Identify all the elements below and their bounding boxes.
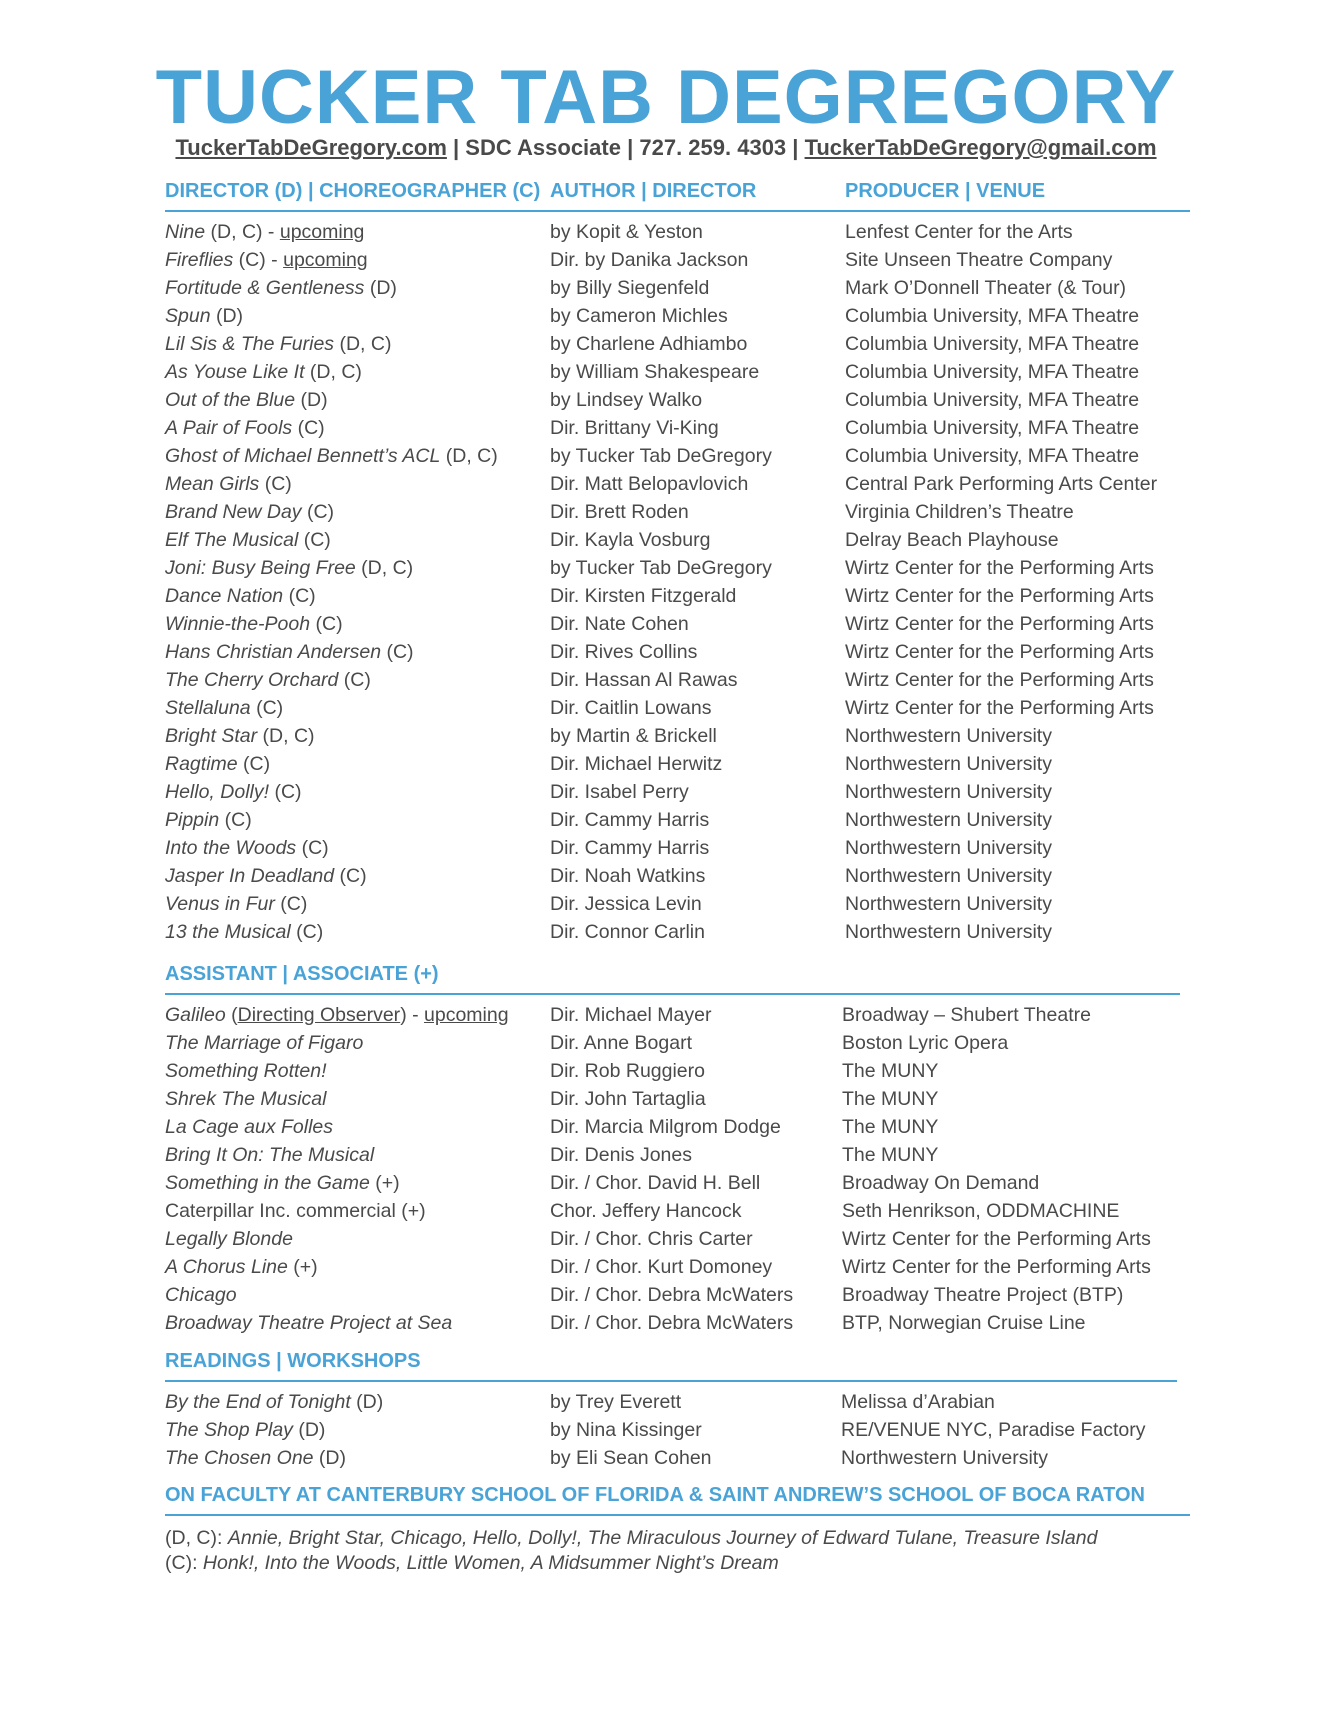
assistant-rows: [165, 1225, 1180, 1337]
credit-row: [165, 498, 1190, 526]
credit-director: by Eli Sean Cohen: [550, 1447, 712, 1469]
show-title: The Shop Play: [165, 1419, 293, 1441]
credit-director: by Lindsey Walko: [550, 389, 703, 411]
separator: |: [620, 135, 640, 160]
role-text: (C) -: [233, 249, 284, 271]
credit-title-cell: [165, 1085, 326, 1113]
credit-venue: BTP, Norwegian Cruise Line: [842, 1312, 1086, 1334]
credit-venue: Wirtz Center for the Performing Arts: [845, 557, 1154, 579]
role-text: (C): [338, 669, 371, 691]
credit-title-cell: [165, 890, 307, 918]
faculty-titles: Annie, Bright Star, Chicago, Hello, Dolly!, The Miraculous Journey of Edward Tulane, Treasure Island: [227, 1527, 1098, 1549]
credit-venue: The MUNY: [842, 1144, 939, 1166]
section-title: ASSISTANT | ASSOCIATE (+): [165, 963, 439, 985]
credit-title-cell: [165, 302, 243, 330]
director-credits-list: [165, 218, 1190, 946]
credit-row: [165, 666, 1190, 694]
upcoming-label: upcoming: [283, 249, 368, 271]
credit-title-cell: [165, 666, 371, 694]
credit-row: [165, 778, 1190, 806]
show-title: Hello, Dolly!: [165, 781, 270, 803]
upcoming-label: upcoming: [424, 1004, 509, 1026]
credit-venue: Broadway On Demand: [842, 1172, 1040, 1194]
credit-title-cell: [165, 526, 331, 554]
directing-observer-label: Directing Observer: [237, 1004, 401, 1026]
show-title: A Chorus Line: [165, 1256, 288, 1278]
credit-director: Dir. Nate Cohen: [550, 613, 689, 635]
role-text: (D, C): [440, 445, 498, 467]
show-title: Stellaluna: [165, 697, 251, 719]
credit-row: [165, 218, 1190, 246]
readings-list: [165, 1388, 1177, 1472]
credit-title-cell: [165, 582, 316, 610]
separator: |: [446, 135, 466, 160]
assistant-rows: [165, 1029, 1180, 1197]
show-title: Broadway Theatre Project at Sea: [165, 1312, 453, 1334]
credit-director: Dir. Brett Roden: [550, 501, 689, 523]
credit-venue: Wirtz Center for the Performing Arts: [845, 697, 1154, 719]
credit-row: [165, 1309, 1180, 1337]
role-text: (C): [219, 809, 252, 831]
credit-title-cell: [165, 806, 252, 834]
credit-row: [165, 274, 1190, 302]
credit-title-cell: [165, 218, 364, 246]
credit-title-cell: [165, 778, 302, 806]
credit-director: Dir. John Tartaglia: [550, 1088, 706, 1110]
role-text: (C): [381, 641, 414, 663]
credit-title-cell: [165, 1309, 452, 1337]
website-link[interactable]: TuckerTabDeGregory.com: [175, 135, 447, 160]
credit-title-cell: [165, 330, 391, 358]
credit-venue: Wirtz Center for the Performing Arts: [842, 1228, 1151, 1250]
credit-title-cell: [165, 834, 329, 862]
credit-row: [165, 330, 1190, 358]
show-title: Bring It On: The Musical: [165, 1144, 375, 1166]
credit-row: [165, 414, 1190, 442]
credit-director: by Trey Everett: [550, 1391, 682, 1413]
show-title: Out of the Blue: [165, 389, 296, 411]
credit-row: [165, 1197, 1180, 1225]
credit-row: [165, 806, 1190, 834]
credit-director: by William Shakespeare: [550, 361, 760, 383]
show-title: 13 the Musical: [165, 921, 291, 943]
credit-venue: Columbia University, MFA Theatre: [845, 361, 1140, 383]
credit-row: [165, 1029, 1180, 1057]
credit-venue: Columbia University, MFA Theatre: [845, 445, 1140, 467]
credit-row: [165, 890, 1190, 918]
credit-venue: Delray Beach Playhouse: [845, 529, 1059, 551]
credit-row: [165, 1281, 1180, 1309]
credit-title-cell: [165, 610, 343, 638]
show-title: Galileo: [165, 1004, 226, 1026]
credit-director: Chor. Jeffery Hancock: [550, 1200, 742, 1222]
section-header: [165, 180, 1190, 212]
credit-title-cell: [165, 554, 413, 582]
show-title: Into the Woods: [165, 837, 297, 859]
credit-title-cell: [165, 246, 368, 274]
credit-director: Dir. Brittany Vi-King: [550, 417, 719, 439]
show-title: Hans Christian Andersen: [165, 641, 382, 663]
faculty-section: [165, 1484, 1190, 1576]
section-header: [165, 963, 1180, 995]
role-text: (C): [290, 921, 324, 943]
credit-director: Dir. Rob Ruggiero: [550, 1060, 705, 1082]
section-header: [165, 1484, 1190, 1516]
credit-row: [165, 834, 1190, 862]
credit-venue: Northwestern University: [841, 1447, 1048, 1469]
show-title: Fireflies: [165, 249, 234, 271]
faculty-line-dc: [165, 1526, 1190, 1551]
director-section: [165, 180, 1190, 946]
credit-director: Dir. Connor Carlin: [550, 921, 705, 943]
credit-row: [165, 610, 1190, 638]
show-title: As Youse Like It: [165, 361, 305, 383]
role-text: (D, C): [257, 725, 315, 747]
credit-row: [165, 694, 1190, 722]
credit-director: Dir. Rives Collins: [550, 641, 698, 663]
credit-director: by Nina Kissinger: [550, 1419, 702, 1441]
role-text: (C): [301, 501, 335, 523]
credit-venue: Northwestern University: [845, 753, 1052, 775]
credit-title-cell: [165, 1388, 383, 1416]
section-title: ON FACULTY AT CANTERBURY SCHOOL OF FLORIDA & SAINT ANDREW’S SCHOOL OF BOCA RATON: [165, 1484, 1145, 1506]
separator: |: [786, 135, 805, 160]
show-title: Mean Girls: [165, 473, 260, 495]
role-text: (+): [287, 1256, 318, 1278]
credit-venue: Northwestern University: [845, 921, 1052, 943]
show-title: Something Rotten!: [165, 1060, 327, 1082]
credit-venue: Wirtz Center for the Performing Arts: [845, 641, 1154, 663]
credit-row: [165, 442, 1190, 470]
show-title: Spun: [165, 305, 211, 327]
credit-title-cell: [165, 1253, 318, 1281]
contact-line: [0, 135, 1332, 161]
credit-venue: Seth Henrikson, ODDMACHINE: [842, 1200, 1120, 1222]
credit-venue: Northwestern University: [845, 893, 1052, 915]
credit-venue: The MUNY: [842, 1088, 939, 1110]
credit-venue: Broadway – Shubert Theatre: [842, 1004, 1091, 1026]
credit-director: Dir. Michael Mayer: [550, 1004, 712, 1026]
credit-director: Dir. Isabel Perry: [550, 781, 689, 803]
show-title: Something in the Game: [165, 1172, 370, 1194]
credit-director: by Tucker Tab DeGregory: [550, 557, 772, 579]
credit-director: by Tucker Tab DeGregory: [550, 445, 772, 467]
credit-row: [165, 1169, 1180, 1197]
credit-row: [165, 246, 1190, 274]
credit-director: Dir. Caitlin Lowans: [550, 697, 712, 719]
credit-venue: Northwestern University: [845, 865, 1052, 887]
credit-title: Caterpillar Inc. commercial (+): [165, 1200, 426, 1222]
show-title: The Cherry Orchard: [165, 669, 339, 691]
role-text: (D): [295, 389, 328, 411]
credit-row: [165, 1253, 1180, 1281]
credit-row: [165, 1141, 1180, 1169]
assistant-section: [165, 963, 1180, 1337]
credit-row: [165, 722, 1190, 750]
show-title: Jasper In Deadland: [165, 865, 335, 887]
credit-director: by Billy Siegenfeld: [550, 277, 710, 299]
show-title: Dance Nation: [165, 585, 284, 607]
role-text: (C): [292, 417, 325, 439]
credit-venue: Site Unseen Theatre Company: [845, 249, 1113, 271]
credit-title-cell: [165, 498, 334, 526]
role-text: (C): [310, 613, 343, 635]
role-text: (C): [298, 529, 331, 551]
credit-title-cell: [165, 414, 325, 442]
role-prefix: (D, C):: [165, 1527, 228, 1549]
show-title: Shrek The Musical: [165, 1088, 327, 1110]
credit-row: [165, 1416, 1177, 1444]
credit-title-cell: [165, 1141, 374, 1169]
credit-row: [165, 582, 1190, 610]
credit-title-cell: [165, 274, 397, 302]
credit-director: Dir. Noah Watkins: [550, 865, 706, 887]
credit-row: [165, 918, 1190, 946]
show-title: A Pair of Fools: [165, 417, 293, 439]
credit-venue: RE/VENUE NYC, Paradise Factory: [841, 1419, 1146, 1441]
credit-title-cell: [165, 1029, 363, 1057]
credit-director: Dir. Kayla Vosburg: [550, 529, 711, 551]
credit-title-cell: [165, 386, 328, 414]
credit-title-cell: [165, 1416, 325, 1444]
credit-row: [165, 1085, 1180, 1113]
role-text: (+): [369, 1172, 400, 1194]
credit-director: Dir. / Chor. Chris Carter: [550, 1228, 753, 1250]
show-title: Legally Blonde: [165, 1228, 293, 1250]
show-title: Venus in Fur: [165, 893, 275, 915]
show-title: Winnie-the-Pooh: [165, 613, 311, 635]
credit-director: Dir. Michael Herwitz: [550, 753, 723, 775]
credit-title-cell: [165, 1113, 333, 1141]
credit-venue: Northwestern University: [845, 781, 1052, 803]
credit-director: Dir. Matt Belopavlovich: [550, 473, 749, 495]
section-header: [165, 1350, 1177, 1382]
column-heading-credit: DIRECTOR (D) | CHOREOGRAPHER (C): [165, 180, 541, 202]
show-title: Nine: [165, 221, 206, 243]
credit-director: by Martin & Brickell: [550, 725, 717, 747]
credit-director: Dir. Kirsten Fitzgerald: [550, 585, 737, 607]
faculty-titles: Honk!, Into the Woods, Little Women, A Midsummer Night’s Dream: [202, 1552, 779, 1574]
credit-venue: Columbia University, MFA Theatre: [845, 305, 1140, 327]
credit-director: Dir. Cammy Harris: [550, 809, 710, 831]
credit-venue: The MUNY: [842, 1116, 939, 1138]
credit-venue: Virginia Children’s Theatre: [845, 501, 1074, 523]
credit-row: [165, 358, 1190, 386]
credit-venue: Lenfest Center for the Arts: [845, 221, 1073, 243]
role-text: (D): [350, 1391, 384, 1413]
credit-title-cell: [165, 1001, 509, 1029]
credit-venue: Northwestern University: [845, 809, 1052, 831]
credit-row: [165, 1057, 1180, 1085]
role-text: (D): [364, 277, 397, 299]
show-title: The Chosen One: [165, 1447, 314, 1469]
role-text: (D, C): [304, 361, 362, 383]
role-text: (C): [269, 781, 302, 803]
role-text: (C): [296, 837, 329, 859]
show-title: La Cage aux Folles: [165, 1116, 334, 1138]
role-text: (D): [292, 1419, 326, 1441]
credit-director: Dir. / Chor. Debra McWaters: [550, 1312, 794, 1334]
faculty-credits: [165, 1526, 1190, 1576]
section-title: READINGS | WORKSHOPS: [165, 1350, 421, 1372]
credit-title-cell: [165, 1281, 237, 1309]
role-prefix: (C):: [165, 1552, 203, 1574]
credit-title-cell: [165, 722, 315, 750]
phone-number: 727. 259. 4303: [639, 135, 787, 160]
column-heading-venue: PRODUCER | VENUE: [845, 180, 1046, 202]
credit-director: Dir. Denis Jones: [550, 1144, 692, 1166]
credit-row: [165, 526, 1190, 554]
role-text: (D): [313, 1447, 347, 1469]
credit-director: Dir. Anne Bogart: [550, 1032, 693, 1054]
role-text: (D): [210, 305, 244, 327]
show-title: Brand New Day: [165, 501, 302, 523]
credit-director: by Cameron Michles: [550, 305, 728, 327]
credit-title-cell: [165, 1444, 346, 1472]
show-title: Ghost of Michael Bennett’s ACL: [165, 445, 441, 467]
credit-director: Dir. / Chor. Kurt Domoney: [550, 1256, 773, 1278]
credit-row: [165, 1388, 1177, 1416]
email-link[interactable]: TuckerTabDeGregory@gmail.com: [804, 135, 1157, 160]
credit-director: Dir. Marcia Milgrom Dodge: [550, 1116, 781, 1138]
credit-venue: Wirtz Center for the Performing Arts: [842, 1256, 1151, 1278]
credit-row: [165, 1001, 1180, 1029]
credit-venue: The MUNY: [842, 1060, 939, 1082]
credit-title-cell: [165, 358, 362, 386]
credit-director: Dir. / Chor. David H. Bell: [550, 1172, 761, 1194]
credit-director: Dir. / Chor. Debra McWaters: [550, 1284, 794, 1306]
credit-title-cell: [165, 470, 292, 498]
credit-row: [165, 1113, 1180, 1141]
credit-row: [165, 302, 1190, 330]
credit-director: Dir. Cammy Harris: [550, 837, 710, 859]
credit-row: [165, 386, 1190, 414]
show-title: Lil Sis & The Furies: [165, 333, 335, 355]
role-text: (: [225, 1004, 238, 1026]
column-heading-author: AUTHOR | DIRECTOR: [550, 180, 757, 202]
role-text: (D, C): [355, 557, 414, 579]
credit-row: [165, 470, 1190, 498]
credit-director: Dir. Jessica Levin: [550, 893, 702, 915]
show-title: Fortitude & Gentleness: [165, 277, 365, 299]
show-title: Elf The Musical: [165, 529, 299, 551]
credit-director: by Charlene Adhiambo: [550, 333, 748, 355]
resume-name: TUCKER TAB DEGREGORY: [155, 55, 1177, 140]
credit-title-cell: [165, 694, 283, 722]
show-title: Pippin: [165, 809, 220, 831]
credit-venue: Columbia University, MFA Theatre: [845, 333, 1140, 355]
role-text: ) -: [400, 1004, 425, 1026]
credit-title-cell: [165, 1057, 327, 1085]
credit-venue: Wirtz Center for the Performing Arts: [845, 669, 1154, 691]
credit-title-cell: [165, 750, 270, 778]
credit-row: [165, 750, 1190, 778]
credit-director: Dir. Hassan Al Rawas: [550, 669, 738, 691]
credit-venue: Wirtz Center for the Performing Arts: [845, 585, 1154, 607]
role-text: (C): [334, 865, 367, 887]
credit-venue: Wirtz Center for the Performing Arts: [845, 613, 1154, 635]
role-text: (C): [274, 893, 308, 915]
credit-row: [165, 1444, 1177, 1472]
show-title: The Marriage of Figaro: [165, 1032, 364, 1054]
credit-title-cell: [165, 638, 414, 666]
show-title: Joni: Busy Being Free: [165, 557, 356, 579]
credit-venue: Melissa d’Arabian: [841, 1391, 995, 1413]
role-text: (D, C): [334, 333, 392, 355]
assistant-credits-list: [165, 1001, 1180, 1337]
show-title: By the End of Tonight: [165, 1391, 351, 1413]
faculty-line-c: [165, 1551, 1190, 1576]
credit-venue: Northwestern University: [845, 725, 1052, 747]
role-text: (C): [250, 697, 284, 719]
credit-venue: Mark O’Donnell Theater (& Tour): [845, 277, 1127, 299]
upcoming-label: upcoming: [279, 221, 365, 243]
credit-director: Dir. by Danika Jackson: [550, 249, 749, 271]
role-text: (C): [237, 753, 271, 775]
show-title: Bright Star: [165, 725, 258, 747]
credit-director: by Kopit & Yeston: [550, 221, 703, 243]
role-text: (D, C) -: [205, 221, 280, 243]
role-text: (C): [259, 473, 292, 495]
credit-title-cell: [165, 442, 498, 470]
credit-venue: Boston Lyric Opera: [842, 1032, 1009, 1054]
credit-venue: Broadway Theatre Project (BTP): [842, 1284, 1124, 1306]
affiliation: SDC Associate: [465, 135, 621, 160]
credit-venue: Central Park Performing Arts Center: [845, 473, 1158, 495]
credit-row: [165, 638, 1190, 666]
role-text: (C): [283, 585, 316, 607]
readings-section: [165, 1350, 1177, 1472]
credit-row: [165, 1225, 1180, 1253]
credit-title-cell: [165, 862, 367, 890]
credit-title-cell: [165, 918, 323, 946]
credit-venue: Northwestern University: [845, 837, 1052, 859]
credit-venue: Columbia University, MFA Theatre: [845, 389, 1140, 411]
credit-row: [165, 862, 1190, 890]
show-title: Ragtime: [165, 753, 238, 775]
credit-title-cell: [165, 1225, 293, 1253]
show-title: Chicago: [165, 1284, 237, 1306]
credit-row: [165, 554, 1190, 582]
credit-venue: Columbia University, MFA Theatre: [845, 417, 1140, 439]
credit-title-cell: [165, 1169, 400, 1197]
